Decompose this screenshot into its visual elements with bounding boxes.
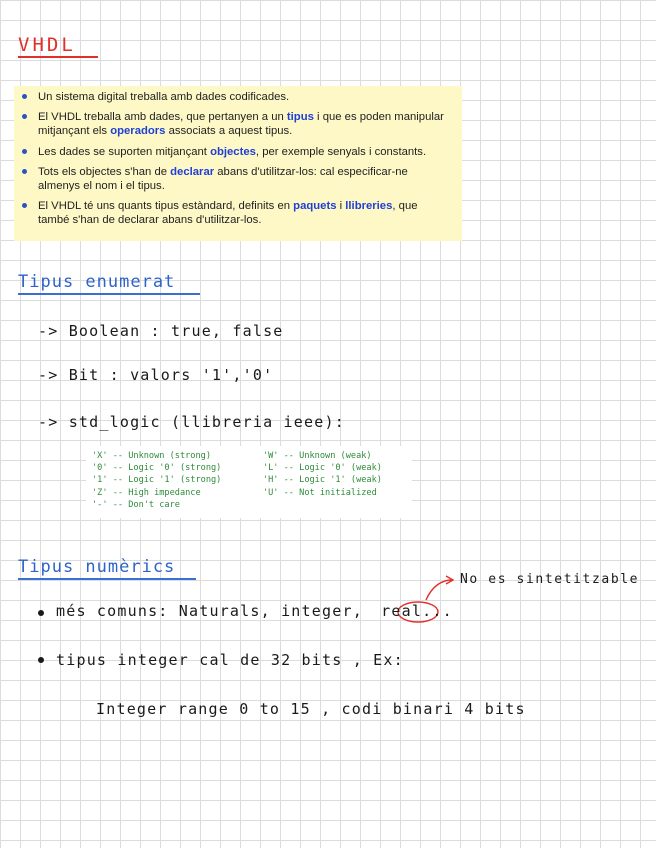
code-row [86,499,412,511]
code-row [86,462,412,474]
circled-word-real: real [381,602,423,620]
integer-range-example: Integer range 0 to 15 , codi binari 4 bits [96,700,526,718]
bullet-text: , per exemple senyals i constants. [255,145,427,158]
info-list [14,86,462,228]
keyword: paquets [293,200,337,213]
section-underline-numerics [18,578,196,580]
numeric-bullet-common-text: més comuns: Naturals, integer, [56,602,363,620]
keyword: tipus [286,111,314,124]
bullet-text: , que també s'han de declarar abans d'utilitzar-los. [38,200,418,227]
numeric-bullet-common [56,602,453,620]
code-cell-weak [263,499,412,511]
code-cell-weak: 'W' -- Unknown (weak) [262,451,372,461]
code-rows [86,446,412,511]
info-bullet [32,90,452,104]
bullet-text: Un sistema digital treballa amb dades codificades. [38,91,290,103]
info-bullet [32,145,452,159]
code-row [86,487,412,499]
code-row [86,474,412,486]
info-bullet [32,199,452,227]
code-cell-weak: 'L' -- Logic '0' (weak) [262,463,382,474]
keyword: declarar [170,165,215,178]
info-bullet [32,165,452,193]
info-box [14,86,462,241]
bullet-text: i [336,200,346,213]
bullet-text: abans d'utilitzar-los: cal especificar-ne almenys el nom i el tipus. [38,165,408,193]
annotation-not-synthesizable: No es sintetitzable [460,572,640,587]
section-underline-enumerat [18,293,200,295]
enum-line-std-logic: -> std_logic (llibreria ieee): [38,413,345,431]
code-row [86,450,412,462]
enum-line-boolean: -> Boolean : true, false [38,322,284,340]
bullet-dot [38,657,44,663]
code-cell-strong: 'Z' -- High impedance [92,487,201,498]
code-cell-strong: '1' -- Logic '1' (strong) [92,475,222,486]
section-title-numerics: Tipus numèrics [18,557,176,577]
keyword: objectes [210,145,256,158]
bullet-text: Les dades se suporten mitjançant [38,145,211,158]
title-underline [18,56,98,58]
keyword: operadors [110,125,166,138]
bullet-text: associats a aquest tipus. [165,125,293,138]
bullet-text: El VHDL té uns quants tipus estàndard, definits en [38,200,294,213]
numeric-bullet-integer: tipus integer cal de 32 bits , Ex: [56,651,404,669]
keyword: llibreries [345,200,393,213]
page-title: VHDL [18,34,76,56]
info-bullet [32,110,452,138]
code-cell-weak: 'H' -- Logic '1' (weak) [262,475,382,486]
bullet-text: Tots els objectes s'han de [38,165,171,178]
ellipsis: ... [422,602,453,620]
code-cell-strong: '0' -- Logic '0' (strong) [92,463,222,474]
code-cell-weak: 'U' -- Not initialized [262,487,377,498]
bullet-text: i que es poden manipular mitjançant els [38,111,444,138]
enum-line-bit: -> Bit : valors '1','0' [38,366,274,384]
std-logic-code-table [86,446,412,518]
code-cell-strong: 'X' -- Unknown (strong) [92,451,211,461]
bullet-text: El VHDL treballa amb dades, que pertanyen a un [38,111,287,124]
code-cell-strong: '-' -- Don't care [92,499,180,510]
bullet-dot [38,610,44,616]
section-title-enumerat: Tipus enumerat [18,272,176,292]
